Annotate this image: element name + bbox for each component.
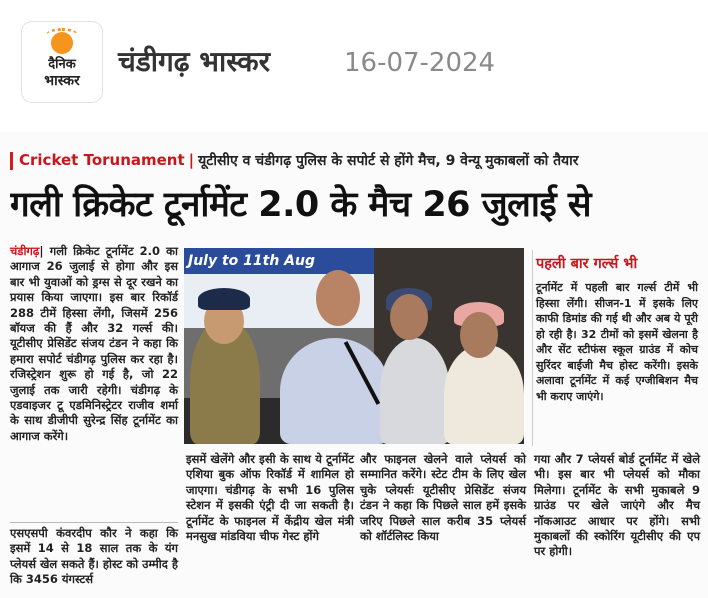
- article-column-1-continued: एसएसपी कंवरदीप कौर ने कहा कि इसमें 14 से 18 साल तक के यंग प्लेयर्स खेल सकते हैं। होस्ट को उम्मीद है कि 3456 यंगस्टर्स: [10, 526, 178, 587]
- masthead: [0, 0, 708, 118]
- paper-name: चंडीगढ़ भास्कर: [118, 45, 271, 78]
- logo-line1: दैनिक: [48, 57, 76, 72]
- column-1-text: गली क्रिकेट टूर्नामेंट 2.0 का आगाज 26 जुलाई से होगा और इस बार भी युवाओं को ड्रग्स से दूर रखने का प्रयास किया जाएगा। इस बार रिकॉर्ड 288 टीमें हिस्सा लेंगी, जिसमें 256 बॉयज की हैं और 32 गर्ल्स की। यूटीसीए प्रेसिडेंट संजय टंडन ने कहा कि हमारा सपोर्ट चंडीगढ़ पुलिस कर रहा है। रजिस्ट्रेशन शुरू हो गई है, जो 22 जुलाई तक जारी रहेगी। चंडीगढ़ के एडवाइजर टू एडमिनिस्ट्रेटर राजीव शर्मा के साथ डीजीपी सुरेन्द्र सिंह टूर्नामेंट का आगाज करेंगे।: [10, 244, 178, 443]
- sidebar-text: टूर्नामेंट में पहली बार गर्ल्स टीमें भी हिस्सा लेंगी। सीजन-1 में इसके लिए काफी डिमांड की गई थी और अब ये पूरी हो रही है। 32 टीमों को इसमें खेलना है और सेंट स्टीफंस स्कूल ग्राउंड में कोच सुरिंदर बाईजी मैच होस्ट करेंगी। इसके अलावा टूर्नामेंट में कई एग्जीबिशन मैच भी कराए जाएंगे।: [536, 281, 698, 403]
- kicker-deck: यूटीसीए व चंडीगढ़ पुलिस के सपोर्ट से होंगे मैच, 9 वेन्यू मुकाबलों को तैयार: [198, 153, 579, 169]
- person-turbaned-1: [380, 338, 450, 444]
- press-conference-photo: [184, 248, 524, 444]
- kicker-separator: |: [188, 151, 195, 169]
- article-column-4: गया और 7 प्लेयर्स बोर्ड टूर्नामेंट में खेले भी। इस बार भी प्लेयर्स को मौका मिलेगा। टूर्नामेंट के सभी मुकाबले 9 ग्राउंड पर खेले जाएंगे और मैच नॉकआउट आधार पर होंगे। सभी मुकाबलों की स्कोरिंग यूटीसीए की एप पर होगी।: [534, 452, 700, 559]
- person-turbaned-2-face: [460, 312, 498, 358]
- logo-line2: भास्कर: [44, 73, 80, 89]
- article-column-2: इसमें खेलेंगे और इसी के साथ ये टूर्नामेंट एशिया बुक ऑफ रिकॉर्ड में शामिल हो जाएगा। चंडीगढ़ के सभी 16 पुलिस स्टेशन में इसकी एंट्री दी जा सकती है। टूर्नामेंट के फाइनल में केंद्रीय खेल मंत्री मनसुख मांडविया चीफ गेस्ट होंगे: [186, 452, 354, 544]
- dateline: चंडीगढ़: [10, 244, 40, 258]
- banner-text: July to 11th Aug: [184, 248, 374, 274]
- dainik-bhaskar-logo: [22, 22, 102, 102]
- person-turbaned-2: [444, 344, 524, 444]
- sun-icon: [51, 32, 73, 54]
- person-turbaned-1-face: [390, 294, 428, 340]
- person-speaker-face: [316, 270, 360, 326]
- article-column-3: और फाइनल खेलने वाले प्लेयर्स को सम्मानित करेंगे। स्टेट टीम के लिए खेल चुके प्लेयर्सः यूटीसीए प्रेसिडेंट संजय टंडन ने कहा कि पिछले साल हमें इसके जरिए पिछले साल करीब 35 प्लेयर्स को शॉर्टलिस्ट किया: [360, 452, 526, 544]
- police-cap: [198, 288, 250, 310]
- publication-date: 16-07-2024: [344, 48, 496, 78]
- article-column-1: [10, 244, 178, 526]
- headline: गली क्रिकेट टूर्नामेंट 2.0 के मैच 26 जुलाई से: [10, 185, 591, 225]
- dateline-separator: |: [39, 244, 50, 258]
- kicker: [10, 148, 700, 174]
- kicker-label: Cricket Torunament: [19, 151, 185, 169]
- sidebar-title: पहली बार गर्ल्स भी: [536, 256, 638, 272]
- kicker-bar: [10, 152, 13, 170]
- column-divider: [10, 522, 178, 523]
